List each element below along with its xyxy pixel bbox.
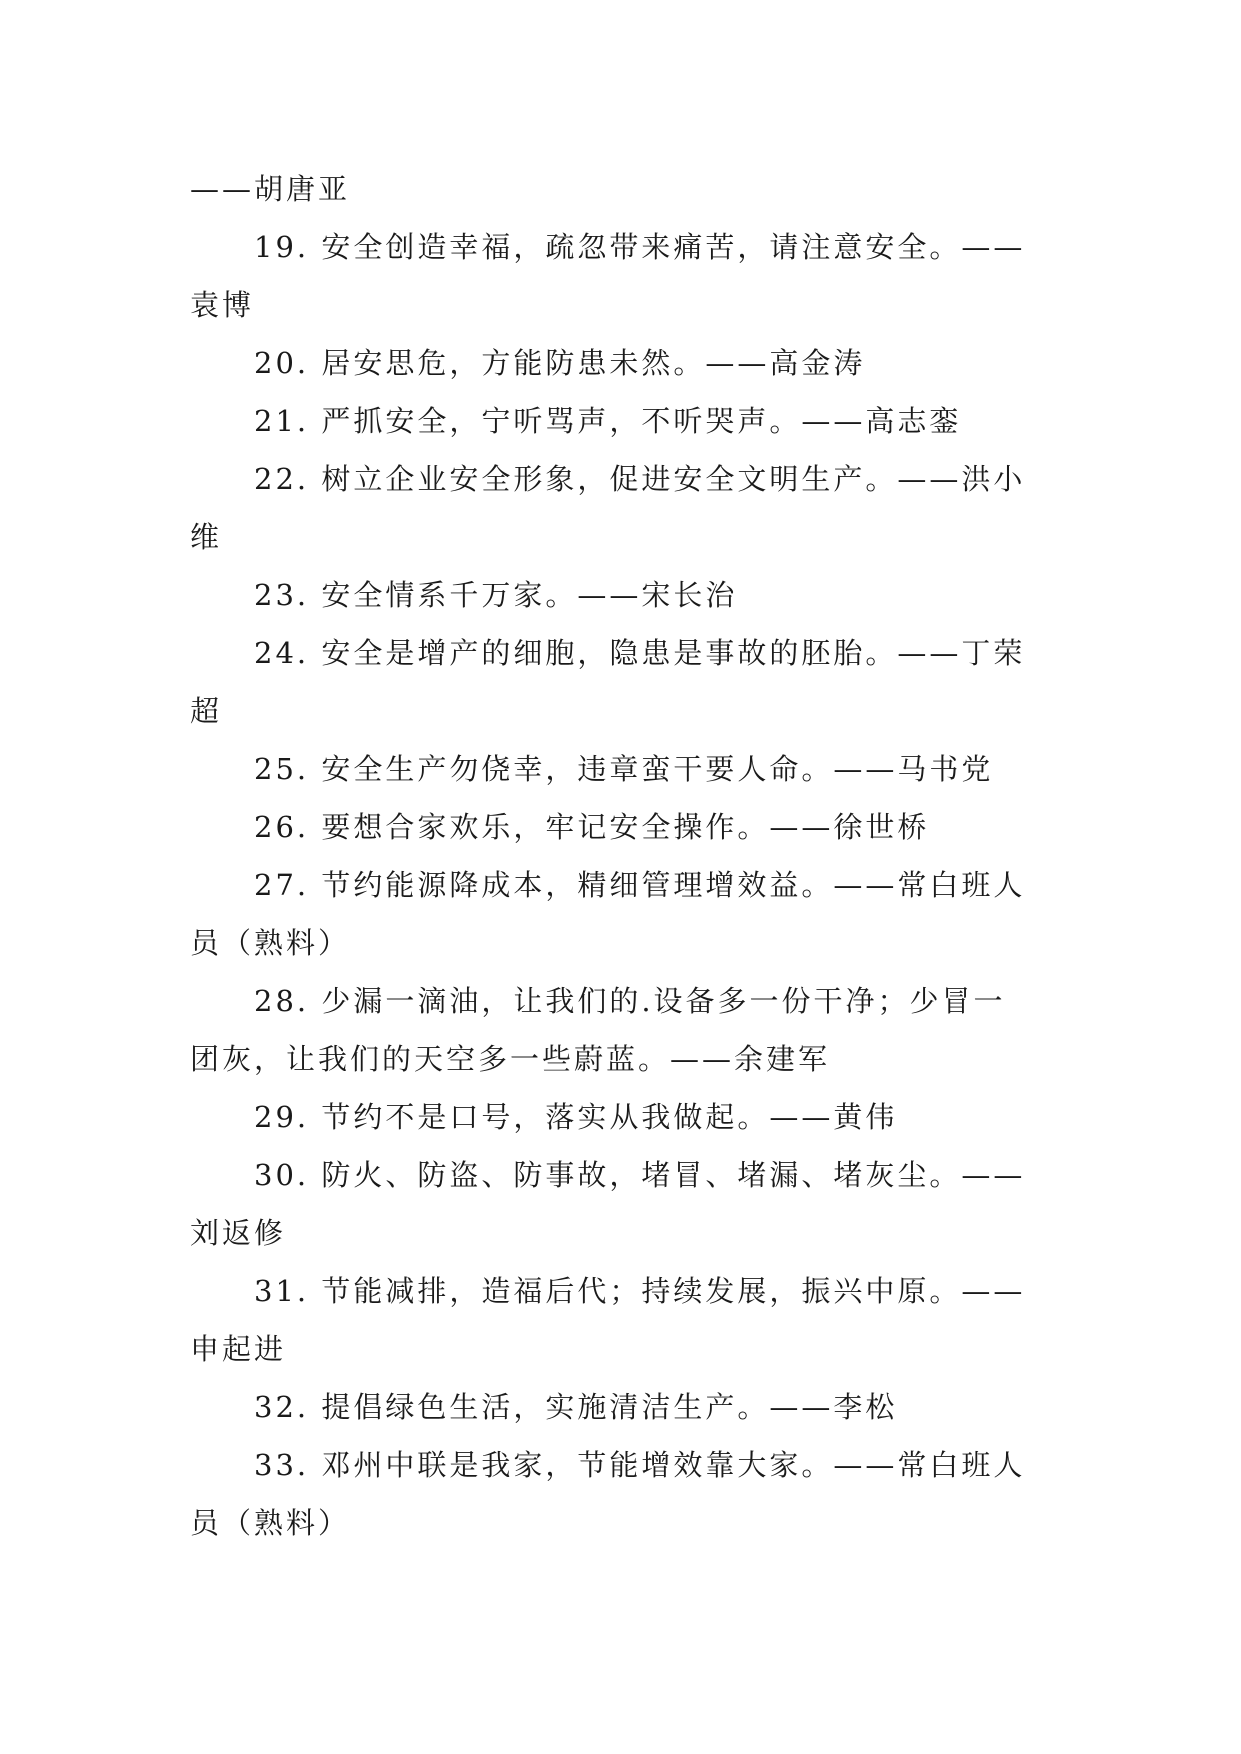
text-line: 19. 安全创造幸福，疏忽带来痛苦，请注意安全。—— bbox=[254, 230, 1026, 264]
text-line: 维 bbox=[190, 520, 223, 554]
text-line: 25. 安全生产勿侥幸，违章蛮干要人命。——马书党 bbox=[254, 752, 994, 786]
text-line: 27. 节约能源降成本，精细管理增效益。——常白班人 bbox=[254, 868, 1026, 902]
text-line: 24. 安全是增产的细胞，隐患是事故的胚胎。——丁荣 bbox=[254, 636, 1026, 670]
text-line: 32. 提倡绿色生活，实施清洁生产。——李松 bbox=[254, 1390, 898, 1424]
text-line: 23. 安全情系千万家。——宋长治 bbox=[254, 578, 738, 612]
text-line: 袁博 bbox=[190, 288, 255, 322]
text-line: 28. 少漏一滴油，让我们的.设备多一份干净；少冒一 bbox=[254, 984, 1006, 1018]
document-body bbox=[190, 160, 1050, 1552]
text-line: 20. 居安思危，方能防患未然。——高金涛 bbox=[254, 346, 866, 380]
text-line: 30. 防火、防盗、防事故，堵冒、堵漏、堵灰尘。—— bbox=[254, 1158, 1026, 1192]
text-line: 申起进 bbox=[190, 1332, 287, 1366]
text-line: 33. 邓州中联是我家，节能增效靠大家。——常白班人 bbox=[254, 1448, 1026, 1482]
text-line: 员（熟料） bbox=[190, 1506, 351, 1540]
text-line: 29. 节约不是口号，落实从我做起。——黄伟 bbox=[254, 1100, 898, 1134]
text-line: 团灰，让我们的天空多一些蔚蓝。——余建军 bbox=[190, 1042, 831, 1076]
text-line: 22. 树立企业安全形象，促进安全文明生产。——洪小 bbox=[254, 462, 1026, 496]
text-line: 31. 节能减排，造福后代；持续发展，振兴中原。—— bbox=[254, 1274, 1026, 1308]
text-line: ——胡唐亚 bbox=[190, 172, 351, 206]
text-line: 26. 要想合家欢乐，牢记安全操作。——徐世桥 bbox=[254, 810, 930, 844]
text-line: 21. 严抓安全，宁听骂声，不听哭声。——高志銮 bbox=[254, 404, 962, 438]
text-line: 超 bbox=[190, 694, 223, 728]
text-line: 员（熟料） bbox=[190, 926, 351, 960]
text-line: 刘返修 bbox=[190, 1216, 287, 1250]
